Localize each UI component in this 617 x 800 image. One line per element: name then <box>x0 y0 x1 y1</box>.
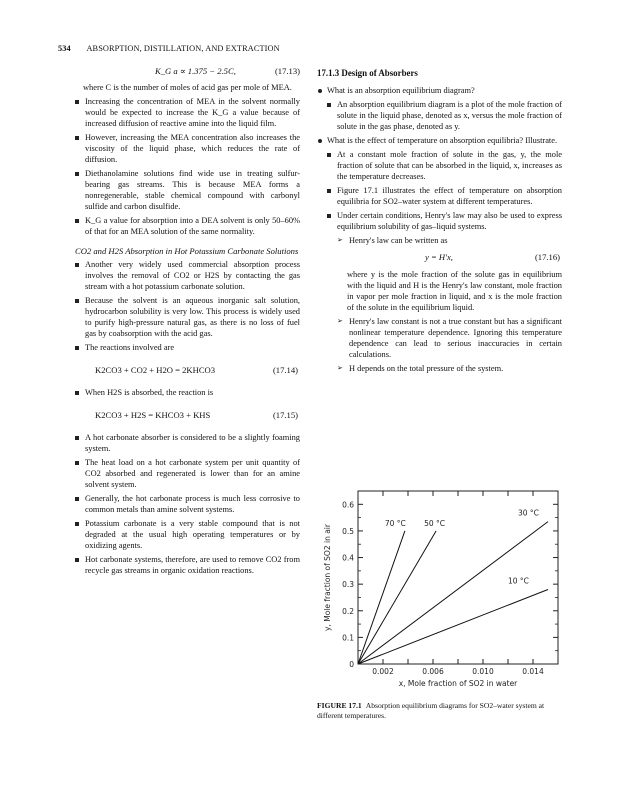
equation-expression: K2CO3 + H2S = KHCO3 + KHS <box>95 410 211 420</box>
equation-number: (17.16) <box>534 252 560 262</box>
list-item: ➢ Henry's law constant is not a true constant but has a significant nonlinear temperature dependence. Ignoring this temperature dependence can lead to serious inaccuracies in certain calculations. <box>337 316 562 360</box>
series-label: 30 °C <box>518 508 539 518</box>
x-axis-label: x, Mole fraction of SO2 in water <box>398 679 518 688</box>
series-line <box>358 522 548 664</box>
equation-number: (17.13) <box>274 66 300 76</box>
list-item: Another very widely used commercial absorption process involves the removal of CO2 or H2S by contacting the gas stream with a hot potassium carbonate solution. <box>75 259 300 292</box>
equation-description: where C is the number of moles of acid gas per mole of MEA. <box>83 83 292 92</box>
list-item: When H2S is absorbed, the reaction is <box>75 387 300 398</box>
y-tick-label: 0.1 <box>342 633 354 643</box>
subheading: CO2 and H2S Absorption in Hot Potassium Carbonate Solutions <box>75 246 299 256</box>
list-item: The reactions involved are <box>75 342 300 353</box>
series-label: 10 °C <box>508 576 529 586</box>
question: What is an absorption equilibrium diagram? <box>317 85 562 96</box>
x-tick-label: 0.006 <box>422 667 444 676</box>
equation-expression: K2CO3 + CO2 + H2O = 2KHCO3 <box>95 365 216 375</box>
figure-caption <box>317 701 567 721</box>
equation-number: (17.15) <box>272 410 298 420</box>
list-item: A hot carbonate absorber is considered to be a slightly foaming system. <box>75 432 300 454</box>
qa-list <box>317 85 562 246</box>
caption-text: Absorption equilibrium diagrams for SO2–water system at different temperatures. <box>317 701 545 720</box>
series-line <box>358 589 548 664</box>
x-tick-label: 0.002 <box>372 667 394 676</box>
henry-intro: ➢ Henry's law can be written as <box>337 235 562 246</box>
x-tick-label: 0.010 <box>472 667 494 676</box>
series-line <box>358 531 405 664</box>
bullet-list-hot-carbonate <box>75 432 300 576</box>
question: What is the effect of temperature on absorption equilibria? Illustrate. <box>317 135 562 146</box>
series-label: 50 °C <box>424 518 446 528</box>
x-tick-label: 0.014 <box>522 667 544 676</box>
equation-17-14 <box>75 365 300 375</box>
running-header <box>58 44 280 53</box>
answer: Under certain conditions, Henry's law may also be used to express equilibrium solubility of gas–liquid systems. <box>327 210 562 232</box>
equation-17-16 <box>317 252 562 263</box>
list-item: ➢ H depends on the total pressure of the system. <box>337 363 562 374</box>
figure-label: FIGURE 17.1 <box>317 701 362 710</box>
y-tick-label: 0 <box>349 660 354 669</box>
y-axis-label: y, Mole fraction of SO2 in air <box>323 524 332 631</box>
y-tick-label: 0.5 <box>342 526 354 536</box>
list-item: However, increasing the MEA concentration also increases the viscosity of the liquid phase, which reduces the rate of diffusion. <box>75 132 300 165</box>
equation-expression: K_G a ∝ 1.375 − 2.5C, <box>155 66 236 76</box>
bullet-list-carbonate <box>75 259 300 353</box>
equation-expression: y = H′x, <box>425 252 453 262</box>
series-label: 70 °C <box>384 518 406 528</box>
answer: Figure 17.1 illustrates the effect of temperature on absorption equilibria for SO2–water system at different temperatures. <box>327 185 562 207</box>
list-item: Increasing the concentration of MEA in the solvent normally would be expected to increase the K_G a value because of increased diffusion of reactive amine into the liquid film. <box>75 96 300 129</box>
list-item: Because the solvent is an aqueous inorganic salt solution, hydrocarbon solubility is very low. This process is widely used to purify high-pressure natural gas, as there is no loss of fuel gas by coabsorption with the acid gas. <box>75 295 300 339</box>
figure-17-1-chart <box>318 486 563 701</box>
running-title: ABSORPTION, DISTILLATION, AND EXTRACTION <box>86 44 280 53</box>
bullet-list-h2s <box>75 387 300 398</box>
right-column <box>317 66 562 377</box>
bullet-list-mea <box>75 96 300 237</box>
series-line <box>358 531 436 664</box>
henry-notes <box>317 316 562 374</box>
equation-number: (17.14) <box>272 365 298 375</box>
list-item: Potassium carbonate is a very stable compound that is not degraded at the usual high operating temperatures or by oxidizing agents. <box>75 518 300 551</box>
list-item: Diethanolamine solutions find wide use in treating sulfur-bearing gas streams. This is because MEA forms a nonregenerable, stable chemical compound with carbonyl sulfide and carbon disulfide. <box>75 168 300 212</box>
list-item: K_G a value for absorption into a DEA solvent is only 50–60% of that for an MEA solution of the same normality. <box>75 215 300 237</box>
y-tick-label: 0.4 <box>342 553 354 563</box>
list-item: Generally, the hot carbonate process is much less corrosive to common metals than amine solvent systems. <box>75 493 300 515</box>
y-tick-label: 0.3 <box>342 580 354 590</box>
answer: An absorption equilibrium diagram is a plot of the mole fraction of solute in the liquid phase, denoted as x, versus the mole fraction of solute in the gas phase, denoted as y. <box>327 99 562 132</box>
equation-description: where y is the mole fraction of the solute gas in equilibrium with the liquid and H is the Henry's law constant, mole fraction in vapor per mole fraction in liquid, and x is the mole fraction of the solute in the equilibrium liquid. <box>347 270 562 312</box>
section-title: 17.1.3 Design of Absorbers <box>317 68 418 78</box>
y-tick-label: 0.2 <box>342 606 354 616</box>
equation-17-13 <box>75 66 300 77</box>
list-item: The heat load on a hot carbonate system per unit quantity of CO2 absorbed and regenerated is lower than for an amine solvent system. <box>75 457 300 490</box>
y-tick-label: 0.6 <box>342 500 354 510</box>
answer: At a constant mole fraction of solute in the gas, y, the mole fraction of solute that can be absorbed in the liquid, x, increases as the temperature decreases. <box>327 149 562 182</box>
page-number: 534 <box>58 44 71 53</box>
list-item: Hot carbonate systems, therefore, are used to remove CO2 from recycle gas streams in organic oxidation reactions. <box>75 554 300 576</box>
equation-17-15 <box>75 410 300 420</box>
left-column <box>75 66 300 579</box>
